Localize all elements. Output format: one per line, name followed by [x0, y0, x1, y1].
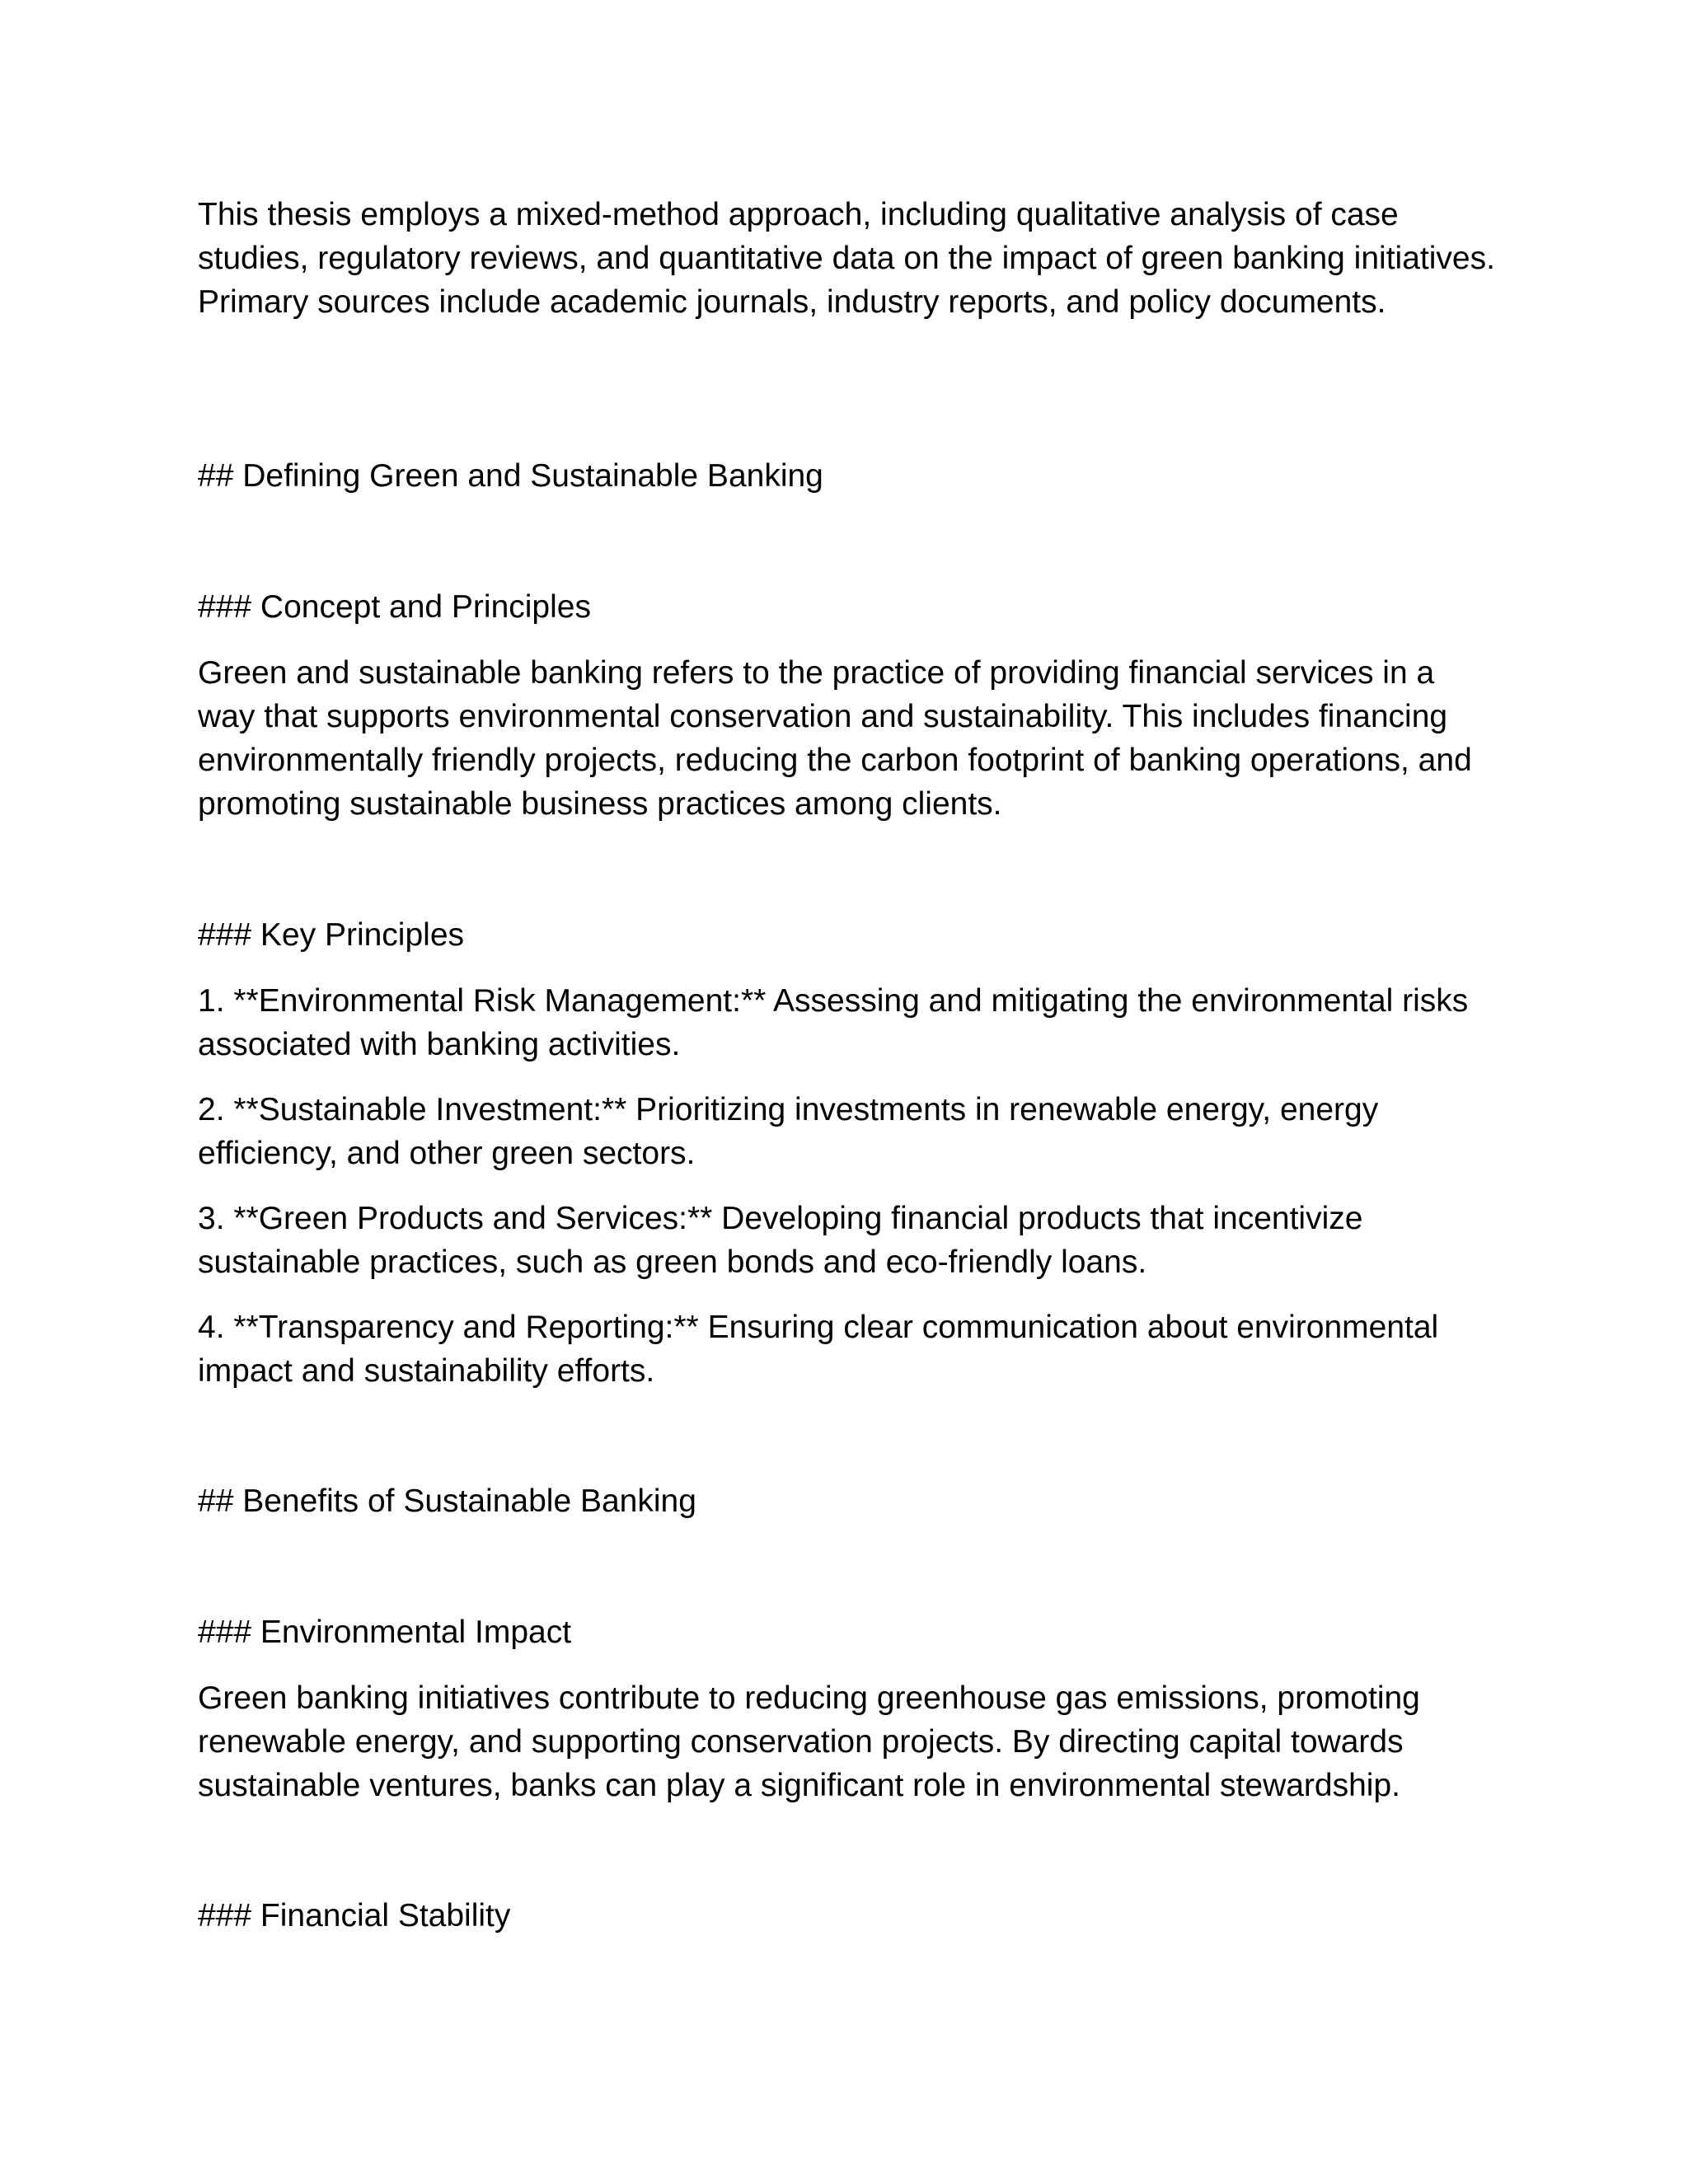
heading-financial-stability: ### Financial Stability	[198, 1898, 511, 1933]
heading-concept-and-principles: ### Concept and Principles	[198, 589, 591, 625]
heading-key-principles: ### Key Principles	[198, 917, 465, 953]
heading-benefits-sustainable-banking: ## Benefits of Sustainable Banking	[198, 1483, 696, 1519]
principle-item: 1. **Environmental Risk Management:** Assessing and mitigating the environmental risks associated with banking activities.	[198, 983, 1469, 1062]
concept-paragraph: Green and sustainable banking refers to the practice of providing financial services in a way that supports environmental conservation and sustainability. This includes financing environmentally friendly projects, reducing the carbon footprint of banking operations, and promoting sustainable business practices among clients.	[198, 655, 1472, 822]
principle-item: 2. **Sustainable Investment:** Prioritizing investments in renewable energy, energy efficiency, and other green sectors.	[198, 1092, 1379, 1171]
environmental-paragraph: Green banking initiatives contribute to reducing greenhouse gas emissions, promoting renewable energy, and supporting conservation projects. By directing capital towards sustainable ventures, banks can play a significant role in environmental stewardship.	[198, 1680, 1420, 1803]
intro-paragraph: This thesis employs a mixed-method approach, including qualitative analysis of case studies, regulatory reviews, and quantitative data on the impact of green banking initiatives. Primary sources include academic journals, industry reports, and policy documents.	[198, 197, 1495, 320]
heading-defining-green-banking: ## Defining Green and Sustainable Banking	[198, 458, 823, 494]
principle-item: 4. **Transparency and Reporting:** Ensuring clear communication about environmental impact and sustainability efforts.	[198, 1310, 1439, 1389]
principle-item: 3. **Green Products and Services:** Developing financial products that incentivize sustainable practices, such as green bonds and eco-friendly loans.	[198, 1201, 1363, 1280]
heading-environmental-impact: ### Environmental Impact	[198, 1615, 572, 1650]
